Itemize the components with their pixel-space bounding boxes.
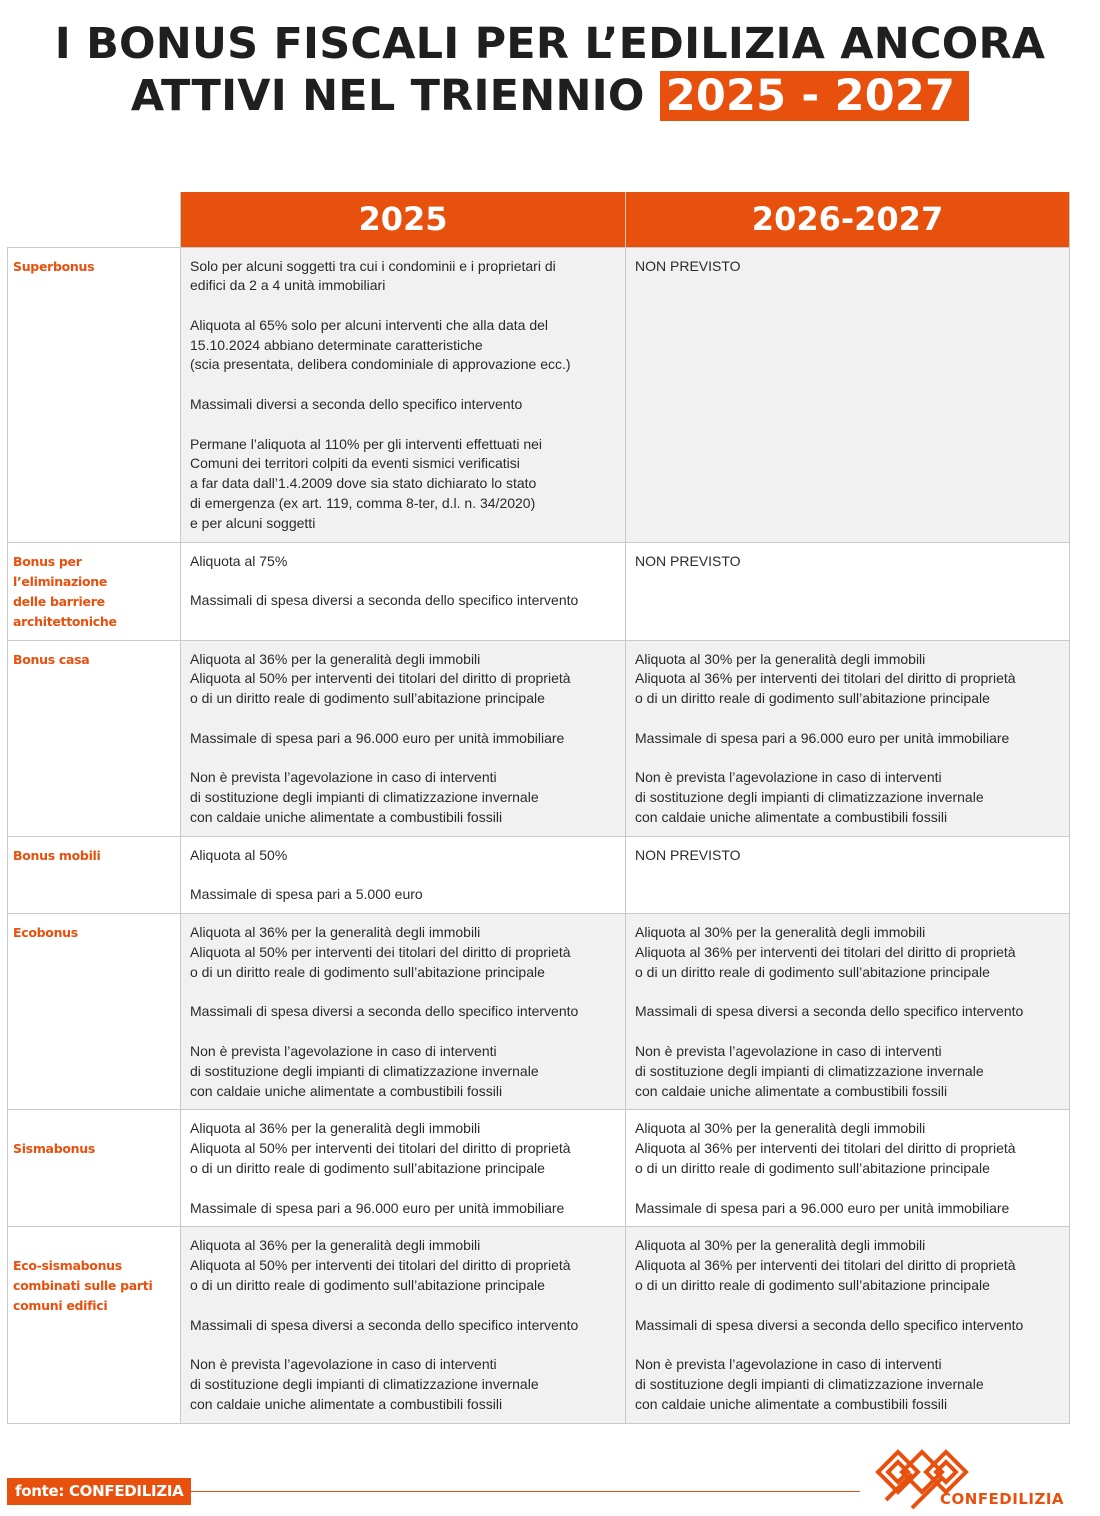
row-label (8, 1227, 181, 1423)
cell-line: Massimali di spesa diversi a seconda dello specifico intervento (635, 1316, 1024, 1333)
cell-2026-2027 (626, 640, 1070, 836)
cell-line: Bonus mobili (13, 847, 101, 863)
cell-line: di sostituzione degli impianti di climatizzazione invernale (635, 789, 984, 806)
row-label (8, 914, 181, 1110)
footer-divider (180, 1491, 860, 1492)
cell-line: Bonus casa (13, 651, 90, 667)
cell-2026-2027 (626, 914, 1070, 1110)
cell-line: Permane l’aliquota al 110% per gli interventi effettuati nei (190, 435, 543, 452)
cell-2025 (181, 836, 626, 913)
table-row (8, 542, 1070, 640)
line-gap (190, 1296, 620, 1316)
cell-2025 (181, 640, 626, 836)
cell-line: Aliquota al 50% per interventi dei titolari del diritto di proprietà (190, 1257, 571, 1274)
cell-line: o di un diritto reale di godimento sull’abitazione principale (190, 690, 545, 707)
cell-line: o di un diritto reale di godimento sull’abitazione principale (190, 1276, 545, 1293)
line-gap (13, 1236, 176, 1256)
cell-2025 (181, 914, 626, 1110)
cell-line: Ecobonus (13, 925, 78, 941)
cell-line: di sostituzione degli impianti di climatizzazione invernale (635, 1062, 984, 1079)
title-line-2 (0, 70, 1100, 122)
line-gap (635, 709, 1064, 729)
line-gap (190, 866, 620, 886)
cell-line: o di un diritto reale di godimento sull’abitazione principale (635, 963, 990, 980)
title-line-2-text: ATTIVI NEL TRIENNIO (130, 71, 645, 121)
cell-line: Aliquota al 36% per la generalità degli immobili (190, 650, 481, 667)
cell-line: a far data dall’1.4.2009 dove sia stato dichiarato lo stato (190, 475, 537, 492)
cell-2026-2027 (626, 247, 1070, 542)
cell-line: edifici da 2 a 4 unità immobiliari (190, 277, 386, 294)
cell-line: Aliquota al 36% per interventi dei titolari del diritto di proprietà (635, 1257, 1016, 1274)
cell-line: Massimale di spesa pari a 96.000 euro per unità immobiliare (190, 1199, 565, 1216)
title-highlight: 2025 - 2027 (660, 71, 969, 121)
cell-line: di emergenza (ex art. 119, comma 8-ter, d.l. n. 34/2020) (190, 495, 536, 512)
cell-line: con caldaie uniche alimentate a combustibili fossili (635, 809, 948, 826)
line-gap (13, 1119, 176, 1139)
cell-line: Aliquota al 36% per interventi dei titolari del diritto di proprietà (635, 1140, 1016, 1157)
cell-line: con caldaie uniche alimentate a combustibili fossili (190, 809, 503, 826)
cell-line: Sismabonus (13, 1141, 95, 1157)
cell-line: Massimali diversi a seconda dello specifico intervento (190, 396, 523, 413)
cell-line: 15.10.2024 abbiano determinate caratteristiche (190, 336, 483, 353)
source-label: fonte: CONFEDILIZIA (7, 1478, 191, 1505)
cell-2026-2027 (626, 836, 1070, 913)
cell-line: Non è prevista l’agevolazione in caso di interventi (190, 769, 497, 786)
cell-line: Aliquota al 50% (190, 846, 288, 863)
cell-line: Massimale di spesa pari a 5.000 euro (190, 886, 423, 903)
line-gap (190, 983, 620, 1003)
cell-line: NON PREVISTO (635, 846, 741, 863)
line-gap (635, 1296, 1064, 1316)
table-row (8, 247, 1070, 542)
cell-line: Non è prevista l’agevolazione in caso di interventi (190, 1043, 497, 1059)
line-gap (635, 1022, 1064, 1042)
table-row (8, 640, 1070, 836)
cell-2025 (181, 247, 626, 542)
cell-line: Massimali di spesa diversi a seconda dello specifico intervento (190, 1316, 579, 1333)
cell-line: Aliquota al 36% per la generalità degli immobili (190, 924, 481, 941)
cell-line: o di un diritto reale di godimento sull’abitazione principale (190, 963, 545, 980)
page-title (0, 18, 1100, 122)
cell-line: Bonus per l’eliminazione (13, 553, 108, 589)
cell-line: delle barriere (13, 593, 105, 609)
line-gap (190, 1335, 620, 1355)
table-body (8, 247, 1070, 1423)
table-row (8, 1227, 1070, 1423)
cell-line: di sostituzione degli impianti di climatizzazione invernale (190, 1062, 539, 1079)
cell-line: (scia presentata, delibera condominiale di approvazione ecc.) (190, 356, 571, 373)
cell-line: o di un diritto reale di godimento sull’abitazione principale (190, 1159, 545, 1176)
line-gap (190, 415, 620, 435)
cell-line: e per alcuni soggetti (190, 514, 316, 531)
header-blank-cell (8, 192, 181, 247)
cell-line: Eco-sismabonus (13, 1258, 122, 1274)
line-gap (635, 749, 1064, 769)
column-header-2026-2027: 2026-2027 (626, 192, 1070, 247)
cell-line: di sostituzione degli impianti di climatizzazione invernale (635, 1375, 984, 1392)
cell-line: Non è prevista l’agevolazione in caso di interventi (635, 1356, 942, 1373)
cell-2026-2027 (626, 1227, 1070, 1423)
cell-line: Non è prevista l’agevolazione in caso di interventi (635, 769, 942, 786)
cell-line: Aliquota al 75% (190, 552, 288, 569)
cell-line: Massimali di spesa diversi a seconda dello specifico intervento (635, 1003, 1024, 1020)
cell-line: o di un diritto reale di godimento sull’abitazione principale (635, 690, 990, 707)
cell-2025 (181, 1110, 626, 1227)
cell-line: o di un diritto reale di godimento sull’abitazione principale (635, 1276, 990, 1293)
cell-line: Aliquota al 50% per interventi dei titolari del diritto di proprietà (190, 944, 571, 961)
cell-line: Non è prevista l’agevolazione in caso di interventi (190, 1356, 497, 1373)
line-gap (190, 1179, 620, 1199)
cell-line: di sostituzione degli impianti di climatizzazione invernale (190, 1375, 539, 1392)
line-gap (635, 1335, 1064, 1355)
table-row (8, 836, 1070, 913)
cell-line: Solo per alcuni soggetti tra cui i condominii e i proprietari di (190, 257, 556, 274)
cell-line: Aliquota al 30% per la generalità degli immobili (635, 924, 926, 941)
cell-line: Massimali di spesa diversi a seconda dello specifico intervento (190, 1003, 579, 1020)
line-gap (190, 1022, 620, 1042)
cell-line: con caldaie uniche alimentate a combustibili fossili (635, 1082, 948, 1099)
cell-line: con caldaie uniche alimentate a combustibili fossili (635, 1395, 948, 1412)
cell-line: Superbonus (13, 258, 95, 274)
cell-line: con caldaie uniche alimentate a combustibili fossili (190, 1082, 503, 1099)
cell-line: o di un diritto reale di godimento sull’abitazione principale (635, 1159, 990, 1176)
line-gap (190, 571, 620, 591)
row-label (8, 542, 181, 640)
cell-line: Massimale di spesa pari a 96.000 euro per unità immobiliare (190, 729, 565, 746)
table-row (8, 1110, 1070, 1227)
cell-line: Aliquota al 30% per la generalità degli immobili (635, 650, 926, 667)
cell-2025 (181, 542, 626, 640)
table-row (8, 914, 1070, 1110)
cell-line: Comuni dei territori colpiti da eventi sismici verificatisi (190, 455, 520, 472)
line-gap (190, 375, 620, 395)
line-gap (190, 296, 620, 316)
cell-line: Aliquota al 50% per interventi dei titolari del diritto di proprietà (190, 1140, 571, 1157)
cell-line: combinati sulle parti (13, 1278, 153, 1294)
line-gap (635, 1179, 1064, 1199)
column-header-2025: 2025 (181, 192, 626, 247)
cell-line: Aliquota al 36% per interventi dei titolari del diritto di proprietà (635, 670, 1016, 687)
cell-line: Aliquota al 50% per interventi dei titolari del diritto di proprietà (190, 670, 571, 687)
row-label (8, 836, 181, 913)
cell-line: con caldaie uniche alimentate a combustibili fossili (190, 1395, 503, 1412)
title-line-1: I BONUS FISCALI PER L’EDILIZIA ANCORA (54, 19, 1046, 69)
cell-line: Non è prevista l’agevolazione in caso di interventi (635, 1043, 942, 1059)
cell-line: di sostituzione degli impianti di climatizzazione invernale (190, 789, 539, 806)
cell-line: Aliquota al 36% per la generalità degli immobili (190, 1120, 481, 1137)
cell-line: Aliquota al 30% per la generalità degli immobili (635, 1237, 926, 1254)
cell-line: Massimale di spesa pari a 96.000 euro per unità immobiliare (635, 1199, 1010, 1216)
table-header-row (8, 192, 1070, 247)
cell-line: NON PREVISTO (635, 552, 741, 569)
cell-2026-2027 (626, 1110, 1070, 1227)
logo-wordmark: CONFEDILIZIA (940, 1490, 1065, 1508)
cell-line: Aliquota al 30% per la generalità degli immobili (635, 1120, 926, 1137)
cell-line: architettoniche (13, 613, 117, 629)
cell-line: Massimale di spesa pari a 96.000 euro per unità immobiliare (635, 729, 1010, 746)
line-gap (190, 749, 620, 769)
cell-line: comuni edifici (13, 1298, 108, 1314)
cell-line: NON PREVISTO (635, 257, 741, 274)
row-label (8, 640, 181, 836)
line-gap (635, 983, 1064, 1003)
cell-line: Aliquota al 36% per interventi dei titolari del diritto di proprietà (635, 944, 1016, 961)
cell-line: Aliquota al 36% per la generalità degli immobili (190, 1237, 481, 1254)
cell-line: Aliquota al 65% solo per alcuni interventi che alla data del (190, 316, 549, 333)
cell-2026-2027 (626, 542, 1070, 640)
bonus-table (7, 192, 1070, 1424)
row-label (8, 1110, 181, 1227)
cell-line: Massimali di spesa diversi a seconda dello specifico intervento (190, 592, 579, 609)
cell-2025 (181, 1227, 626, 1423)
row-label (8, 247, 181, 542)
line-gap (190, 709, 620, 729)
